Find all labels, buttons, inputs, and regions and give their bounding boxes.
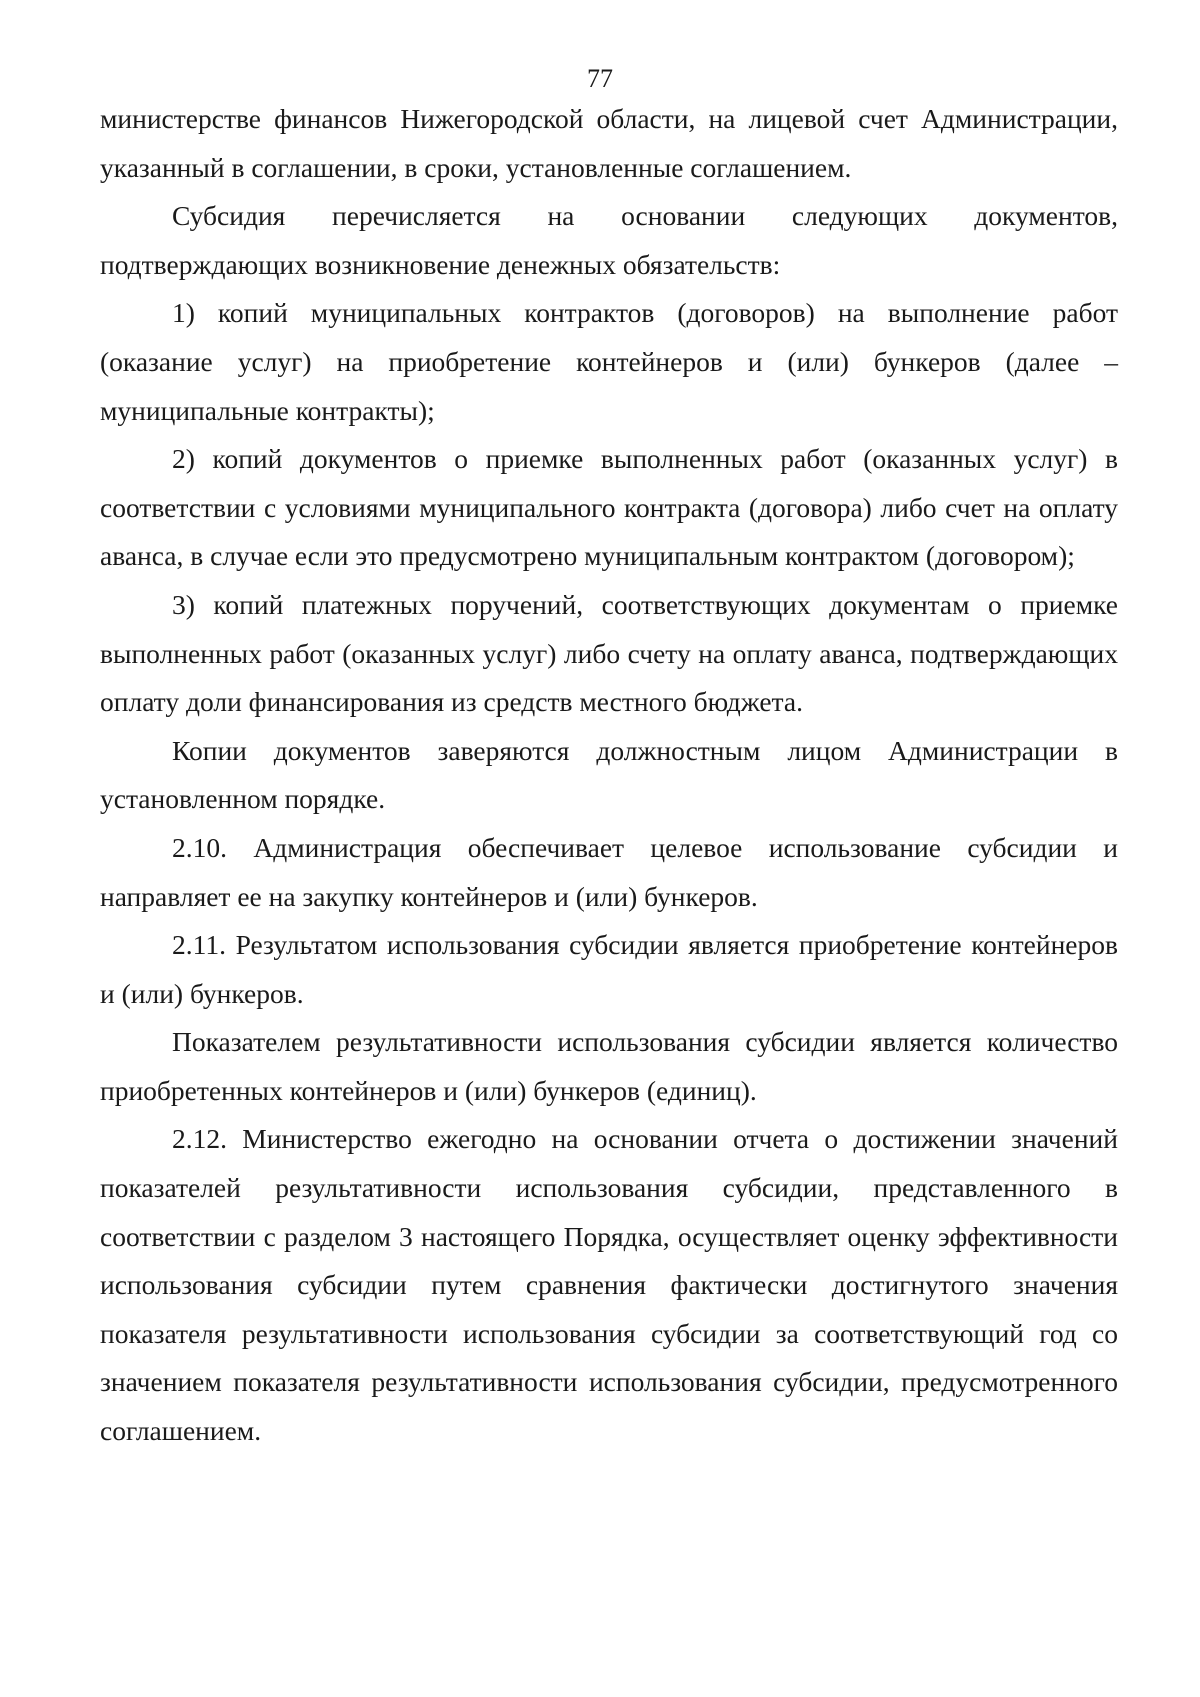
paragraph-performance-indicator: Показателем результативности использования субсидии является количество приобретенных контейнеров и (или) бункеров (единиц). bbox=[100, 1026, 1118, 1106]
page-number: 77 bbox=[587, 64, 613, 93]
list-item-contracts: 1) копий муниципальных контрактов (договоров) на выполнение работ (оказание услуг) на приобретение контейнеров и (или) бункеров (далее – муниципальные контракты); bbox=[100, 297, 1118, 426]
paragraph-subsidy-transfer-basis: Субсидия перечисляется на основании следующих документов, подтверждающих возникновение денежных обязательств: bbox=[100, 200, 1118, 280]
paragraph-copies-certification: Копии документов заверяются должностным лицом Администрации в установленном порядке. bbox=[100, 734, 1118, 815]
list-item-acceptance-documents: 2) копий документов о приемке выполненных работ (оказанных услуг) в соответствии с условиями муниципального контракта (договора) либо счет на оплату аванса, в случае если это предусмотрено муниципальным контрактом (договором); bbox=[100, 443, 1118, 572]
document-body bbox=[100, 95, 1118, 1456]
section-2-10: 2.10. Администрация обеспечивает целевое использование субсидии и направляет ее на закупку контейнеров и (или) бункеров. bbox=[100, 831, 1118, 912]
paragraph-continuation: министерстве финансов Нижегородской области, на лицевой счет Администрации, указанный в соглашении, в сроки, установленные соглашением. bbox=[100, 103, 1118, 183]
list-item-payment-orders: 3) копий платежных поручений, соответствующих документам о приемке выполненных работ (оказанных услуг) либо счету на оплату аванса, подтверждающих оплату доли финансирования из средств местного бюджета. bbox=[100, 588, 1118, 718]
section-2-12: 2.12. Министерство ежегодно на основании отчета о достижении значений показателей результативности использования субсидии, представленного в соответствии с разделом 3 настоящего Порядка, осуществляет оценку эффективности использования субсидии путем сравнения фактически достигнутого значения показателя результативности использования субсидии за соответствующий год со значением показателя результативности использования субсидии, предусмотренного соглашением. bbox=[100, 1123, 1118, 1447]
section-2-11: 2.11. Результатом использования субсидии является приобретение контейнеров и (или) бункеров. bbox=[100, 929, 1118, 1009]
